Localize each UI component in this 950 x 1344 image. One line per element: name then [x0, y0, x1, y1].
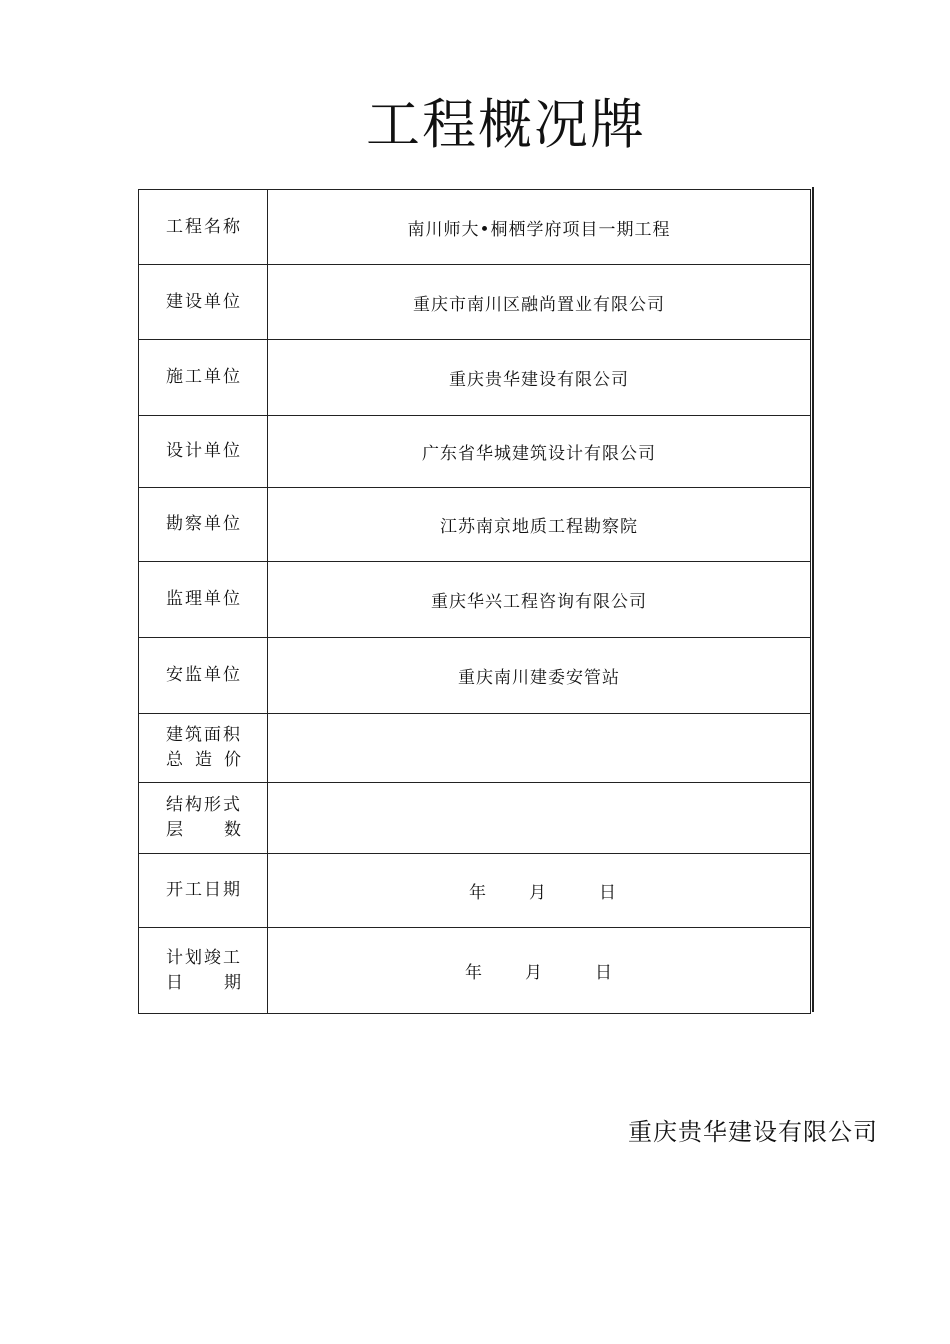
table-row [139, 340, 811, 416]
row-value-safety-supervisor: 重庆南川建委安管站 [268, 638, 811, 714]
table-row [139, 714, 811, 783]
row-label-designer: 设计单位 [139, 416, 268, 488]
date-year: 年 [465, 963, 483, 983]
table-row [139, 562, 811, 638]
row-label-area-cost [139, 714, 268, 783]
row-label-start-date: 开工日期 [139, 854, 268, 928]
table-row [139, 928, 811, 1014]
table-row [139, 190, 811, 265]
row-value-structure-floors [268, 783, 811, 854]
table-row [139, 638, 811, 714]
date-month: 月 [529, 883, 547, 903]
table-row [139, 416, 811, 488]
table-row [139, 265, 811, 340]
label-date: 日 期 [166, 972, 241, 993]
row-value-start-date [268, 854, 811, 928]
row-label-finish-date [139, 928, 268, 1014]
table-row [139, 854, 811, 928]
date-month: 月 [525, 963, 543, 983]
page-title: 工程概况牌 [366, 93, 646, 156]
row-value-surveyor: 江苏南京地质工程勘察院 [268, 488, 811, 562]
row-label-supervisor: 监理单位 [139, 562, 268, 638]
label-area: 建筑面积 [166, 725, 242, 745]
date-fields-start [461, 878, 617, 903]
row-value-area-cost [268, 714, 811, 783]
row-value-supervisor: 重庆华兴工程咨询有限公司 [268, 562, 811, 638]
row-value-contractor: 重庆贵华建设有限公司 [268, 340, 811, 416]
footer-company-name: 重庆贵华建设有限公司 [628, 1118, 878, 1146]
row-label-surveyor: 勘察单位 [139, 488, 268, 562]
date-day: 日 [599, 883, 617, 903]
table-edge-line [812, 187, 814, 1012]
row-label-contractor: 施工单位 [139, 340, 268, 416]
table-row [139, 488, 811, 562]
row-value-developer: 重庆市南川区融尚置业有限公司 [268, 265, 811, 340]
row-label-safety-supervisor: 安监单位 [139, 638, 268, 714]
project-info-table [138, 189, 811, 1014]
row-value-designer: 广东省华城建筑设计有限公司 [268, 416, 811, 488]
label-floors: 层 数 [166, 820, 241, 840]
label-total-cost: 总 造 价 [166, 750, 241, 770]
label-structure: 结构形式 [166, 795, 242, 815]
date-day: 日 [595, 963, 613, 983]
date-year: 年 [469, 883, 487, 903]
row-label-project-name: 工程名称 [139, 190, 268, 265]
row-label-developer: 建设单位 [139, 265, 268, 340]
date-fields-finish [465, 958, 613, 983]
row-value-project-name: 南川师大•桐栖学府项目一期工程 [268, 190, 811, 265]
row-label-structure-floors [139, 783, 268, 854]
table-row [139, 783, 811, 854]
row-value-finish-date [268, 928, 811, 1014]
label-planned-finish: 计划竣工 [166, 947, 242, 968]
